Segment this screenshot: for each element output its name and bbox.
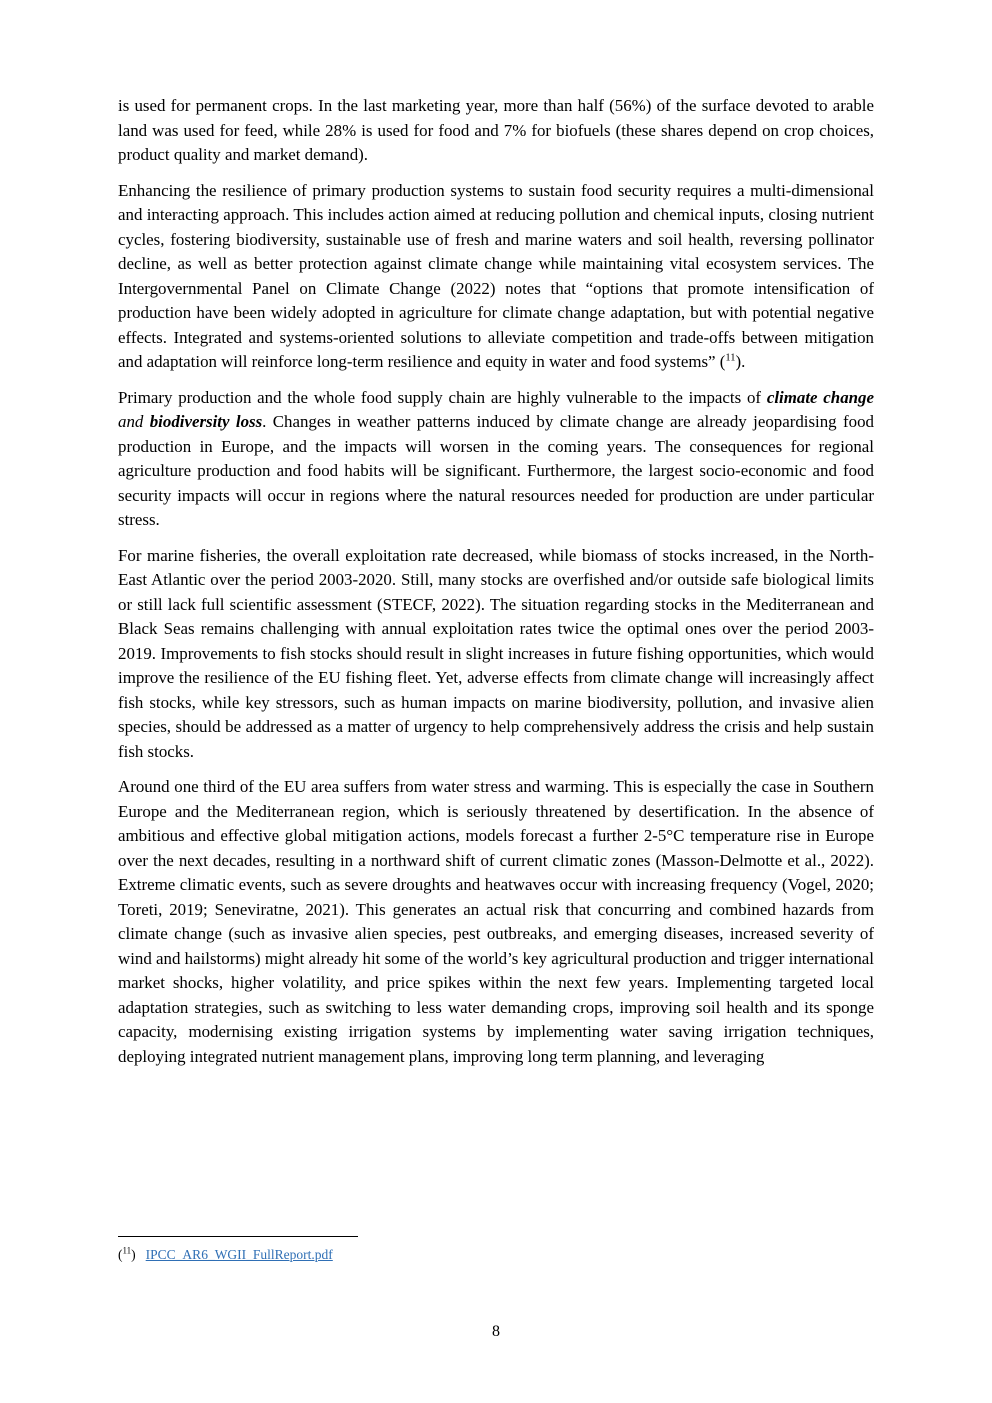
- paragraph-text: For marine fisheries, the overall exploitation rate decreased, while biomass of stocks increased, in the North-East Atlantic over the period 2003-2020. Still, many stocks are overfished and/or outside safe biological limits or still lack full scientific assessment (STECF, 2022). The situation regarding stocks in the Mediterranean and Black Seas remains challenging with annual exploitation rates twice the optimal ones over the period 2003-2019. Improvements to fish stocks should result in slight increases in future fishing opportunities, which would improve the resilience of the EU fishing fleet. Yet, adverse effects from climate change will increasingly affect fish stocks, while key stressors, such as human impacts on marine biodiversity, pollution, and invasive alien species, should be addressed as a matter of urgency to help comprehensively address the crisis and help sustain fish stocks.: [118, 545, 874, 761]
- emphasis-biodiversity-loss: biodiversity loss: [149, 412, 263, 431]
- footnote-reference[interactable]: 11: [725, 352, 736, 364]
- paragraph-text: Around one third of the EU area suffers from water stress and warming. This is especially the case in Southern Europe and the Mediterranean region, which is seriously threatened by desertification. In the absence of ambitious and effective global mitigation actions, models forecast a further 2-5°C temperature rise in Europe over the next decades, resulting in a northward shift of current climatic zones (Masson-Delmotte et al., 2022). Extreme climatic events, such as severe droughts and heatwaves occur with increasing frequency (Vogel, 2020; Toreti, 2019; Seneviratne, 2021). This generates an actual risk that concurring and combined hazards from climate change (such as invasive alien species, pest outbreaks, and emerging diseases, increased severity of wind and hailstorms) might already hit some of the world’s key agricultural production and trigger international market shocks, higher volatility, and price spikes within the next few years. Implementing targeted local adaptation strategies, such as switching to less water demanding crops, improving soil health and its sponge capacity, modernising existing irrigation systems by implementing water saving irrigation techniques, deploying integrated nutrient management plans, improving long term planning, and leveraging: [118, 777, 874, 1066]
- emphasis-and: and: [118, 412, 150, 431]
- paragraph-text-rest: . Changes in weather patterns induced by climate change are already jeopardising food production in Europe, and the impacts will worsen in the coming years. The consequences for regional agriculture production and food habits will be significant. Furthermore, the largest socio-economic and food security impacts will occur in regions where the natural resources needed for production are under particular stress.: [118, 412, 874, 529]
- emphasis-climate-change: climate change: [766, 387, 874, 407]
- paragraph-arable-land-use: [118, 94, 874, 168]
- footnote: [118, 1246, 333, 1264]
- footnote-open-paren: (: [118, 1247, 123, 1262]
- page-number: 8: [492, 1323, 500, 1340]
- footnote-close-paren: ): [131, 1247, 136, 1262]
- paragraph-text: Enhancing the resilience of primary production systems to sustain food security requires a multi-dimensional and interacting approach. This includes action aimed at reducing pollution and chemical inputs, closing nutrient cycles, fostering biodiversity, sustainable use of fresh and marine waters and soil health, reversing pollinator decline, as well as better protection against climate change while maintaining vital ecosystem services. The Intergovernmental Panel on Climate Change (2022) notes that “options that promote intensification of production have been widely adopted in agriculture for climate change adaptation, but with potential negative effects. Integrated and systems-oriented solutions to alleviate competition and trade-offs between mitigation and adaptation will reinforce long-term resilience and equity in water and food systems” (: [118, 180, 874, 371]
- paragraph-text: is used for permanent crops. In the last marketing year, more than half (56%) of the surface devoted to arable land was used for feed, while 28% is used for food and 7% for biofuels (these shares depend on crop choices, product quality and market demand).: [118, 96, 874, 164]
- body-text: [118, 94, 874, 1080]
- paragraph-text: Primary production and the whole food supply chain are highly vulnerable to the impacts of: [118, 387, 767, 407]
- paragraph-water-stress: [118, 775, 874, 1069]
- paragraph-text-end: ).: [735, 352, 746, 371]
- paragraph-climate-vulnerability: [118, 386, 874, 533]
- footnote-number: 11: [122, 1245, 132, 1256]
- footnote-link[interactable]: IPCC_AR6_WGII_FullReport.pdf: [145, 1247, 333, 1262]
- paragraph-resilience: [118, 179, 874, 375]
- paragraph-marine-fisheries: [118, 544, 874, 765]
- footnote-separator: [118, 1236, 358, 1237]
